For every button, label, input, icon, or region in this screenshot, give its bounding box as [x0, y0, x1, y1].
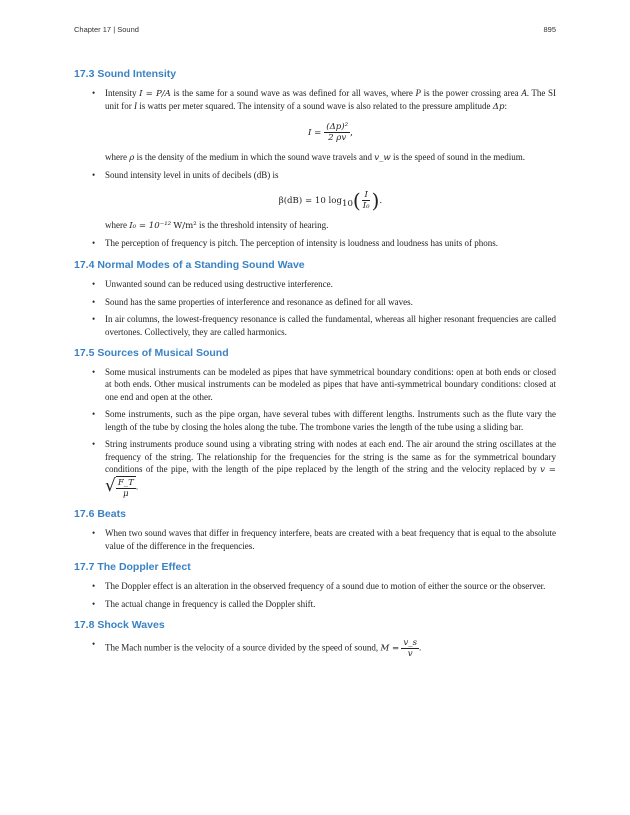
section-doppler: [74, 561, 556, 610]
list-item: • String instruments produce sound using a vibrating string with nodes at each end. The air around the string oscillates at the frequency of the string. The relationship for the frequencies for the string is the same as for the symmetrical boundary conditions of the pipe, with the length of the pipe replaced by the length of the string and the velocity replaced by v = √ $\frac{F\_T}{\mu}$ .: [74, 438, 556, 499]
section-normal-modes: [74, 259, 556, 338]
list-item: • The Doppler effect is an alteration in the observed frequency of a sound due to motion of either the source or the observer.: [74, 580, 556, 592]
fraction: $\frac{\text{(Δp)²}}{2 \rho v}$: [326, 121, 349, 143]
list-item: • Unwanted sound can be reduced using destructive interference.: [74, 278, 556, 290]
square-root: √ $\frac{F\_T}{\mu}$: [105, 476, 134, 500]
section-musical-sources: [74, 347, 556, 499]
section-beats: [74, 508, 556, 552]
bullet-list: [74, 527, 556, 552]
page-number: 895: [543, 25, 556, 34]
list-item: • When two sound waves that differ in frequency interfere, beats are created with a beat frequency that is equal to the absolute value of the difference in the frequencies.: [74, 527, 556, 552]
bullet-list: [74, 638, 556, 659]
chapter-title: Chapter 17 | Sound: [74, 25, 139, 34]
section-title: 17.6 Beats: [74, 508, 126, 521]
list-item: • Intensity I = P/A is the same for a sound wave as was defined for all waves, where P is the power crossing area A. The SI unit for I is watts per meter squared. The intensity of a sound wave is also related to the pressure amplitude Δp: I = $\frac{\text{(Δp)²}}{2 \rho v}$ , where ρ is the density of the medium in which the sound wave travels and v_w is the speed of sound in the medium.: [74, 87, 556, 164]
list-item: • In air columns, the lowest-frequency resonance is called the fundamental, whereas all higher resonant frequencies are called overtones. Collectively, they are called harmonics.: [74, 313, 556, 338]
equation-decibels: β(dB) = 10 $\log_{10}$( $\frac{I}{\text{I₀}}$ ).: [278, 188, 383, 213]
fraction: $\frac{v\_s}{v}$: [403, 638, 417, 660]
section-title: 17.4 Normal Modes of a Standing Sound Wave: [74, 258, 305, 271]
section-title: 17.3 Sound Intensity: [74, 68, 177, 80]
page-header: [74, 25, 556, 37]
list-item: • The perception of frequency is pitch. The perception of intensity is loudness and loudness has units of phons.: [74, 237, 556, 249]
section-title: 17.8 Shock Waves: [74, 619, 165, 632]
section-title: 17.7 The Doppler Effect: [74, 560, 191, 573]
list-item: • Some instruments, such as the pipe organ, have several tubes with different lengths. Instruments such as the flute vary the length of the tube by closing the holes along the tube. The trombone varies the length of the tube using a sliding bar.: [74, 408, 556, 433]
bullet-list: [74, 87, 556, 250]
page-content: [74, 68, 556, 668]
math-inline: I = P/A: [139, 89, 171, 99]
bullet-list: [74, 278, 556, 338]
section-title: 17.5 Sources of Musical Sound: [74, 346, 229, 359]
equation-intensity: I = $\frac{\text{(Δp)²}}{2 \rho v}$ ,: [308, 121, 353, 143]
math-inline: Δp: [492, 102, 505, 113]
list-item: • Sound has the same properties of interference and resonance as defined for all waves.: [74, 296, 556, 308]
list-item: • The Mach number is the velocity of a source divided by the speed of sound, M = $\frac{v\_s}{v}$ .: [74, 638, 556, 659]
list-item: • Some musical instruments can be modeled as pipes that have symmetrical boundary conditions: open at both ends or closed at both ends. Other musical instruments can be modeled as pipes that have anti-symmetrical boundary conditions: closed at one end and open at the other.: [74, 366, 556, 403]
section-shock-waves: [74, 619, 556, 659]
bullet-list: [74, 366, 556, 499]
section-sound-intensity: [74, 68, 556, 250]
list-item: • The actual change in frequency is called the Doppler shift.: [74, 598, 556, 610]
fraction: $\frac{I}{\text{I₀}}$: [362, 189, 370, 211]
bullet-list: [74, 580, 556, 610]
list-item: • Sound intensity level in units of decibels (dB) is β(dB) = 10 $\log_{10}$( $\frac{I}{\text{I₀}}$ ). where I₀ = 10⁻¹² W/m² is the threshold intensity of hearing.: [74, 169, 556, 232]
